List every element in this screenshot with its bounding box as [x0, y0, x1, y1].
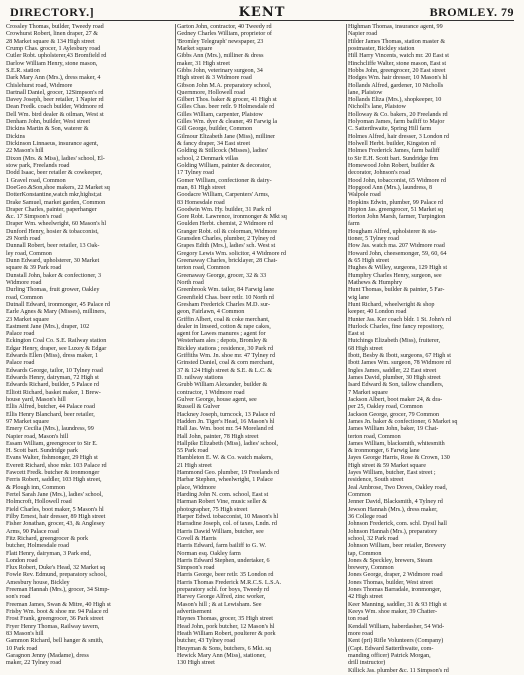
directory-entry-line: Gammon Richard, bell hanger & smith,: [6, 638, 104, 645]
directory-entry-line: Elliott Richard, basket maker, 1 Brew-: [6, 389, 101, 396]
directory-entry-line: Harman Robert Vine, music seller &: [177, 499, 267, 506]
directory-entry-line: Ibott, Besby & Ibott, surgeons, 67 High st: [348, 353, 451, 360]
directory-entry-line: &c. 17 Simpson's road: [6, 214, 62, 221]
directory-entry-line: Jones George, draper, 2 Widmore road: [348, 572, 443, 579]
directory-entry-line: 7 Market square: [348, 389, 388, 396]
directory-entry-line: Market square: [177, 45, 213, 52]
directory-entry-line: Dark Mary Ann (Mrs.), dress maker, 4: [6, 75, 101, 82]
directory-entry-line: tioner, 5 Tylney road: [348, 236, 400, 243]
directory-entry-line: Freeman James, Swan & Mitre, 40 High st: [6, 601, 111, 608]
directory-entry-line: Jewson Hannah (Mrs.), dress maker,: [348, 506, 438, 513]
directory-entry-line: Hunt Richard, wheelwright & shop: [348, 301, 435, 308]
directory-entry-line: ton road: [348, 616, 369, 623]
directory-entry-line: Westerham ales ; depots, Bromley &: [177, 338, 268, 345]
directory-entry-line: Drake Samuel, market garden, Common: [6, 199, 106, 206]
directory-entry-line: Kendall William, haberdasher, 54 Wid-: [348, 623, 445, 630]
directory-entry-line: Hunter Jas. Ker coach bldr. 1 St. John's rd: [348, 316, 451, 323]
directory-entry-line: Jenner David, Blacksmith, 4 Tylney rd: [348, 499, 443, 506]
directory-entry-line: Harradine Joseph, col. of taxes, Lndn. rd: [177, 521, 277, 528]
directory-entry-line: James William, blacksmith, whitesmith: [348, 440, 445, 447]
directory-entry-line: Hambleton E. W. & Co. watch makers,: [177, 455, 273, 462]
directory-entry-line: Hadden Jn. Tiger's Head, 16 Mason's hl: [177, 418, 275, 425]
directory-entry-line: brewery, Common: [348, 565, 394, 572]
directory-entry-line: Holloway & Co. bakers, 20 Freelands rd: [348, 111, 448, 118]
directory-entry-line: Harris Edward, farm bailiff to G. W.: [177, 543, 267, 550]
directory-entry-line: Earle Agnes & Mary (Misses), milliners,: [6, 309, 107, 316]
directory-entry-line: Keer Manning, saddler, 31 & 93 High st: [348, 601, 447, 608]
directory-entry-line: Norman esq. Oakley farm: [177, 550, 241, 557]
directory-entry-line: Hughes & Willey, surgeons, 129 High st: [348, 265, 448, 272]
directory-entry-line: Arms, 90 Palace road: [6, 528, 59, 535]
header-town-page-number: BROMLEY. 79: [429, 5, 514, 19]
directory-entry-line: geon, Fairlawn, 4 Common: [177, 309, 245, 316]
directory-entry-line: Bickley stations ; residence, 30 Park rd: [177, 345, 274, 352]
directory-entry-line: Cutler Robt. upholsterer,43 Bromfield rd: [6, 53, 107, 60]
directory-entry-line: Harding John N. com. school, East st: [177, 492, 269, 498]
directory-entry-line: How Jas. watch ma. 207 Widmore road: [348, 243, 445, 250]
directory-entry-line: Homewood John Robert, builder &: [348, 162, 435, 169]
directory-entry-line: 130 High street: [177, 660, 215, 667]
directory-entry-line: road, Common: [6, 294, 43, 301]
directory-entry-line: Crump Chas. grocer, 1 Aylesbury road: [6, 45, 101, 52]
directory-entry-line: Hobbs John, greengrocer, 20 East street: [348, 67, 446, 74]
directory-entry-line: 68 High street: [348, 345, 383, 352]
directory-entry-line: 'Bromley Telegraph' newspaper, 23: [177, 38, 264, 45]
directory-entry-line: Palace road: [6, 360, 35, 367]
directory-entry-line: butcher, 43 Tylney road: [177, 638, 236, 645]
directory-entry-line: Palace road: [6, 331, 35, 338]
directory-entry-line: Jeal Ambrose, Two Doves, Oakley road,: [348, 484, 448, 491]
directory-entry-line: keeper, 40 London road: [348, 309, 407, 316]
directory-entry-line: Everett Richard, shoe mkr. 103 Palace rd: [6, 462, 107, 469]
directory-entry-line: Edwards George, tailor, 10 Tylney road: [6, 367, 103, 374]
directory-entry-line: Hallpike Elizabeth (Miss), ladies' school,: [177, 440, 279, 447]
directory-entry-line: Greenaway Charles, bricklayer, 28 Chat-: [177, 258, 278, 264]
directory-entry-line: farm: [348, 221, 360, 228]
directory-entry-line: Evans Walter, fishmonger, 29 High st: [6, 455, 98, 462]
directory-entry-line: place, Widmore: [177, 484, 216, 491]
directory-entry-line: 21 High street: [177, 462, 212, 469]
directory-entry-line: Hinchcliffe Walter, stone mason, East st: [348, 60, 447, 67]
directory-entry-line: Hammond Geo. plumber, 19 Freelands rd: [177, 470, 280, 477]
directory-entry-line: Goodwin Wm. Hy. builder, 31 Park rd: [177, 206, 271, 213]
directory-entry-line: Grubb William Alexander, builder &: [177, 382, 268, 389]
directory-entry-line: Denham John, builder, West street: [6, 119, 91, 126]
directory-entry-line: 17 Tylney road: [177, 170, 214, 177]
directory-entry-line: Jones Thomas Barradale, ironmonger,: [348, 587, 442, 594]
directory-entry-line: terton road, Common: [177, 265, 230, 272]
directory-entry-line: 37 & 124 High street & S.E. & L.C. &: [177, 367, 273, 374]
directory-entry-line: Amesbury house, Bickley: [6, 579, 70, 586]
directory-entry-line: school, 32 Park road: [348, 535, 399, 542]
directory-entry-line: Gulver George, house agent, see: [177, 396, 257, 403]
directory-entry-line: to Sir E.H. Scott bart. Sundridge frm: [348, 155, 439, 162]
directory-entry-line: Ingles James, saddler, 22 East street: [348, 367, 437, 374]
directory-entry-line: Humphry Charles Henry, surgeon, see: [348, 272, 442, 279]
directory-entry-line: James William John, baker, 19 Chat-: [348, 426, 439, 433]
directory-entry-line: Gilbert Thos. baker & grocer, 41 High st: [177, 97, 277, 104]
directory-entry-line: maker, 31 High street: [177, 60, 230, 67]
directory-entry-line: Garton John, contractor, 40 Tweedy rd: [177, 24, 272, 30]
directory-entry-line: Frost Frank, greengrocer, 36 Park street: [6, 616, 104, 623]
directory-entry-line: Field Charles, boot maker, 5 Mason's hl: [6, 506, 104, 513]
directory-entry-line: Dunstall John, baker & confectioner, 3: [6, 272, 102, 279]
directory-entry-line: Greenfield Chas. beer retlr. 10 North rd: [177, 294, 274, 301]
directory-entry-line: & fancy draper, 34 East street: [177, 141, 251, 147]
directory-entry-line: 22 Mason's hill: [6, 148, 44, 155]
directory-entry-line: Mathews & Humphry: [348, 279, 402, 286]
directory-entry-line: James Jn. baker & confectioner, 6 Market sq: [348, 418, 458, 425]
directory-entry-line: D. railway stations: [177, 375, 224, 381]
directory-entry-line: 28 Market square & 134 High street: [6, 38, 95, 45]
directory-entry-line: Goodacre William, Carpenters' Arms,: [177, 192, 270, 199]
directory-entry-line: Granger Robt. oil & colorman, Widmore: [177, 228, 278, 235]
directory-entry-line: DotterKonstantine,watch mkr,highst;at: [6, 192, 102, 199]
column-divider: [346, 24, 347, 652]
directory-entry-line: Hollands Alfred, gardener, 10 Nicholls: [348, 82, 444, 89]
directory-entry-line: Chislehurst road, Widmore: [6, 82, 73, 89]
directory-entry-line: Gregory Lewis Wm. solicitor, 4 Widmore rd: [177, 250, 287, 257]
directory-entry-line: & ironmonger, 6 Farwig lane: [348, 448, 420, 455]
directory-entry-line: Keeys Wm. shoe maker, 39 Chatter-: [348, 609, 438, 615]
directory-entry-line: Dickinson Linnaeus, insurance agent,: [6, 141, 99, 147]
directory-entry-line: Edwards Ellen (Miss), dress maker, 1: [6, 353, 99, 360]
directory-entry-line: Head John, pork butcher, 12 Mason's hl: [177, 623, 275, 630]
directory-entry-line: Hunt Thomas, builder & painter, 5 Far-: [348, 287, 445, 294]
directory-entry-line: Dunford Henry, hosier & tobacconist,: [6, 228, 99, 235]
directory-entry-line: Holmes Frederick James, farm bailiff: [348, 148, 440, 155]
directory-entry-line: Highman Thomas, insurance agent, 99: [348, 24, 443, 30]
directory-entry-line: Covell & Harris: [177, 535, 217, 542]
directory-entry-line: Holmcroft, Hollowell road: [6, 499, 72, 506]
directory-entry-line: Gilmour Elizabeth Jane (Miss), milliner: [177, 133, 276, 140]
directory-entry-line: 23 Market square: [6, 316, 49, 323]
directory-entry-line: Flux Robert, Duke's Head, 32 Market sq: [6, 565, 106, 572]
directory-entry-line: Griffiths Wm. Jn. shoe mr. 47 Tylney rd: [177, 353, 276, 360]
directory-entry-line: Ibott James Wm. surgeon, 78 Widmore rd: [348, 360, 451, 367]
directory-entry-line: stow park, Freelands road: [6, 162, 70, 169]
directory-entry-line: Hopgood Ann (Mrs.), laundress, 8: [348, 184, 433, 191]
directory-entry-line: Haynes Thomas, grocer, 35 High street: [177, 616, 273, 623]
directory-entry-line: Dean Fredk. coach builder, Widmore rd: [6, 104, 104, 111]
directory-entry-line: Gill George, builder, Common: [177, 126, 253, 133]
directory-entry-line: Fisher Jonathan, grocer, 43, & Anglesey: [6, 521, 105, 528]
directory-entry-line: Gedney Charles William, proprietor of: [177, 31, 272, 38]
directory-columns: [6, 24, 518, 674]
directory-entry-line: dealer in linseed, cotton & rape cakes,: [177, 323, 271, 330]
directory-entry-line: Russell & Gulver: [177, 404, 220, 411]
directory-entry-line: terton road, Common: [348, 433, 401, 440]
directory-entry-line: Harris Thomas Frederick M.R.C.S. L.S.A.: [177, 579, 282, 586]
directory-entry-line: Fryer Henry Thomas, Railway tavern,: [6, 623, 100, 630]
directory-entry-line: Filby Ernest, hair dresser, 89 High street: [6, 513, 106, 520]
directory-entry-line: Harris Edward Stephen, undertaker, 6: [177, 557, 270, 564]
directory-entry-line: square & 39 Park road: [6, 265, 62, 272]
directory-entry-line: Gilles William, carpenter, Plaistow: [177, 111, 263, 118]
directory-entry-line: Jackson Albert, boot maker 24, & dra-: [348, 396, 443, 403]
directory-entry-line: Napier road, Mason's hill: [6, 433, 69, 440]
directory-entry-line: Common: [348, 492, 371, 498]
directory-entry-line: Hood John, tobacconist, 65 Widmore rd: [348, 177, 447, 184]
directory-entry-line: Holmes Alfred, hair dresser, 3 London rd: [348, 133, 450, 140]
directory-entry-line: Johnson Frederick, com. schl. Dysil hall: [348, 521, 447, 528]
directory-entry-line: Gibbs John, veterinary surgeon, 34: [177, 67, 263, 74]
directory-entry-line: ley road, Common: [6, 250, 52, 257]
directory-entry-line: Gresham Frederick Charles M.D. sur-: [177, 301, 270, 308]
directory-entry-line: butcher, Holmesdale road: [6, 543, 70, 550]
directory-entry-line: Harvey George Alfred, zinc worker,: [177, 594, 266, 601]
directory-entry-line: preparatory schl. for boys, Tweedy rd: [177, 587, 270, 594]
directory-entry-line: 10 Park road: [6, 645, 38, 652]
directory-entry-line: Gilles Wm. dyer & cleaner, 49 Farwig la: [177, 119, 278, 126]
directory-entry-line: North road: [177, 279, 204, 286]
header-county-title: KENT: [238, 5, 286, 20]
directory-entry-line: H. Scott bart. Sundridge park: [6, 448, 78, 455]
directory-entry-line: manding officer) Patrick Morgan,: [348, 652, 431, 659]
directory-entry-line: London road: [6, 557, 38, 564]
directory-entry-line: Jayes George Harris, Rose & Crown, 130: [348, 455, 450, 462]
directory-entry-line: Quernmore, Hollowell road: [177, 89, 246, 96]
directory-entry-line: Hewick Mary Ann (Miss), stationer,: [177, 652, 266, 659]
directory-entry-line: 36 College road: [348, 513, 388, 520]
directory-entry-line: Hopton Jas. greengrocer, 51 Market sq: [348, 206, 444, 213]
directory-entry-line: Fowle Rev. Edmund, preparatory school,: [6, 572, 107, 579]
directory-entry-line: Edwards Henry, dairyman, 72 High st: [6, 375, 99, 381]
directory-entry-line: Harper Edwd. tobacconist, 10 Mason's hl: [177, 513, 279, 520]
directory-entry-line: wig lane: [348, 294, 369, 301]
directory-entry-line: Harbar Stephen, wheelwright, 1 Palace: [177, 477, 273, 484]
header-rule: [10, 20, 514, 21]
directory-entry-line: photographer, 75 High street: [177, 506, 248, 513]
directory-entry-line: East st: [348, 331, 365, 338]
directory-entry-line: Gore Robt. Lawrence, ironmonger & Mkt sq: [177, 214, 287, 221]
directory-entry-line: 83 Homesdale road: [177, 199, 225, 206]
directory-entry-line: Darlow William Henry, stone mason,: [6, 60, 98, 67]
directory-entry-line: Dodd Isaac, beer retailer & cowkeeper,: [6, 170, 103, 177]
directory-entry-line: drill instructor): [348, 660, 386, 667]
directory-entry-line: DoeGeo.&Son,shoe makers, 22 Market sq: [6, 184, 110, 191]
column-divider: [175, 24, 176, 652]
directory-entry-line: Walpole road: [348, 192, 381, 199]
directory-entry-line: Gibson John M.A. preparatory school,: [177, 82, 272, 89]
directory-entry-line: Howard John, cheesemonger, 59, 60, 64: [348, 250, 447, 257]
directory-entry-line: per 25, Oakley road, Common: [348, 404, 423, 411]
directory-entry-line: Hodges Wm. hair dresser, 10 Mason's hl: [348, 75, 448, 82]
directory-entry-line: Hall John, painter, 78 High street: [177, 433, 259, 440]
directory-entry-line: Ferris Robert, saddler, 103 High street,: [6, 477, 102, 484]
directory-entry-line: Fawcett Fredk. butcher & ironmonger: [6, 470, 100, 477]
directory-entry-line: decorator, Johnson's road: [348, 170, 411, 177]
directory-entry-line: lane, Plaistow: [348, 89, 383, 96]
directory-entry-line: Eastment Jane (Mrs.), draper, 102: [6, 323, 90, 330]
directory-entry-line: Grapes Edith (Mrs.), ladies' sch. West st: [177, 243, 276, 250]
directory-entry-line: Greenaway George, grocer, 32 & 33: [177, 272, 267, 279]
directory-entry-line: S.E.R. station: [6, 67, 40, 74]
directory-entry-line: Golding William, painter & decorator,: [177, 162, 271, 169]
directory-entry-line: Hackney Joseph, turncock, 13 Palace rd: [177, 411, 276, 418]
directory-entry-line: 55 Park road: [177, 448, 209, 455]
directory-entry-line: Grinsted Daniel, coal & corn merchant,: [177, 360, 275, 367]
directory-entry-line: Gransden Charles, plumber, 2 Tylney rd: [177, 236, 276, 243]
directory-entry-line: 97 Market square: [6, 418, 49, 425]
directory-entry-line: Garagnon Jenny (Madame), dress: [6, 652, 89, 659]
directory-entry-line: Napier road: [348, 31, 378, 38]
directory-entry-line: Johnson Hannah (Mrs.), preparatory: [348, 528, 438, 535]
directory-entry-line: Hollands Eliza (Mrs.), shopkeeper, 10: [348, 97, 442, 104]
directory-entry-line: Jones Thomas, builder, West street: [348, 579, 433, 586]
directory-entry-line: Dixon (Mrs. & Miss), ladies' school, El-: [6, 155, 105, 162]
directory-entry-line: tap, Common: [348, 550, 382, 557]
column-2: [177, 24, 344, 667]
directory-entry-line: Durling Thomas, fruit grower, Oakley: [6, 287, 100, 294]
directory-entry-line: Gibbs Ann (Mrs.), milliner & dress: [177, 53, 264, 60]
directory-entry-line: Freeman Hannah (Mrs.), grocer, 34 Simp-: [6, 587, 110, 594]
directory-entry-line: Dickins Martin & Son, waterer &: [6, 126, 89, 133]
directory-entry-line: C. Satterthwaite, Spring Hill farm: [348, 126, 432, 133]
directory-entry-line: 1 Gravel road, Common: [6, 177, 66, 184]
directory-entry-line: High street & 59 Market square: [348, 462, 426, 469]
directory-entry-line: Hill Harry Vincents, watch mr. 20 East st: [348, 53, 449, 60]
directory-entry-line: Flatt Henry, dairyman, 3 Park end,: [6, 550, 91, 557]
directory-entry-line: Widmore road: [6, 279, 42, 286]
directory-entry-line: agent for Lawes manures ; agent for: [177, 331, 266, 338]
directory-entry-line: Eckington Coal Co. S.E. Railway station: [6, 338, 107, 345]
directory-entry-line: Nicholl's lane, Plaistow: [348, 104, 406, 111]
directory-entry-line: Killick Jas. plumber &c. 11 Simpson's rd: [348, 667, 449, 674]
directory-entry-line: Draper Charles, painter, paperhanger: [6, 206, 97, 213]
directory-entry-line: Edwards Richard, builder, 5 Palace rd: [6, 382, 100, 389]
directory-entry-line: Edgar Henry, draper, see Luxey & Edgar: [6, 345, 107, 352]
directory-entry-line: Jayes William, butcher, East street ;: [348, 470, 436, 477]
directory-entry-line: Dartnall Daniel, grocer, 12Simpson's rd: [6, 89, 104, 96]
directory-entry-line: Isard Edward & Son, tallow chandlers,: [348, 382, 444, 389]
directory-entry-line: Jackson George, grocer, 79 Common: [348, 411, 440, 418]
directory-entry-line: 29 North road: [6, 236, 41, 243]
directory-entry-line: Draper Wm. wheelwright, 60 Mason's hl: [6, 221, 107, 228]
directory-entry-line: Dunnall Robert, beer retailer, 13 Oak-: [6, 243, 100, 250]
column-3: [348, 24, 515, 674]
directory-entry-line: Greenbrook Wm. tailor, 84 Farwig lane: [177, 287, 275, 294]
directory-entry-line: Harris George, beer retlr. 35 London rd: [177, 572, 274, 579]
directory-entry-line: postmaster, Bickley station: [348, 45, 415, 52]
directory-entry-line: Dell Wm. bird dealer & oilman, West st: [6, 111, 104, 118]
header-section-label: DIRECTORY.]: [10, 5, 95, 19]
directory-entry-line: & Plough inn, Common: [6, 484, 66, 491]
column-1: [6, 24, 173, 667]
directory-entry-line: Heuyman & Sons, butchers, 6 Mkt. sq: [177, 645, 271, 652]
directory-entry-line: Hutchings Elizabeth (Miss), fruiterer,: [348, 338, 441, 345]
directory-entry-line: Holwell Herbt. builder, Kingston rd: [348, 141, 436, 147]
directory-entry-line: Hougham Alfred, upholsterer & sta-: [348, 228, 437, 235]
directory-entry-line: school, 2 Denmark villas: [177, 155, 239, 162]
directory-entry-line: Davey Joseph, beer retailer, 1 Napier rd: [6, 97, 104, 104]
directory-entry-line: Ellis Alfred, butcher, 44 Palace road: [6, 404, 95, 411]
directory-entry-line: Jones & Speckley, brewers, Steam: [348, 557, 433, 564]
directory-entry-line: residence, South street: [348, 477, 404, 484]
directory-entry-line: more road: [348, 630, 374, 637]
directory-entry-line: Hilder James Thomas, station master &: [348, 38, 446, 45]
directory-entry-line: James David, plumber, 30 High street: [348, 375, 441, 381]
directory-entry-line: Fitz Richard, greengrocer & pork: [6, 535, 89, 542]
directory-entry-line: Ellis Henry Blanchard, beer retailer,: [6, 411, 95, 418]
directory-entry-line: Crossley Thomas, builder, Tweedy road: [6, 24, 104, 30]
directory-entry-line: advertisement: [177, 609, 212, 615]
directory-entry-line: & 65 High street: [348, 258, 390, 264]
directory-entry-line: Harris Dawid William, butcher, see: [177, 528, 264, 535]
directory-entry-line: Emery Cecilia (Mrs.), laundress, 99: [6, 426, 94, 433]
directory-entry-line: contractor, 1 Widmore road: [177, 389, 245, 396]
directory-entry-line: Dunn Edward, upholsterer, 30 Market: [6, 258, 100, 264]
directory-entry-line: Gilles Chas. beer retlr. 9 Holmesdale rd: [177, 104, 275, 111]
directory-entry-line: Hopkins Edwin, plumber, 99 Palace rd: [348, 199, 444, 206]
directory-entry-line: 42 High street: [348, 594, 383, 601]
directory-entry-line: Gomer William, confectioner & dairy-: [177, 177, 272, 184]
directory-entry-line: 83 Mason's hill: [6, 630, 44, 637]
directory-entry-line: Hall Jas. Wm. boot mr. 54 Moreland rd: [177, 426, 274, 433]
directory-entry-line: Mason's hill ; & at Lewisham. See: [177, 601, 262, 608]
directory-entry-line: Kent (pri) Rifle Volunteers (Company): [348, 638, 444, 645]
directory-entry-line: Dutnall Edward, ironmonger, 45 Palace rd: [6, 301, 110, 308]
directory-entry-line: Golding & Stillcock (Misses), ladies': [177, 148, 268, 155]
directory-entry-line: Johnson William, beer retailer, Brewery: [348, 543, 446, 550]
directory-entry-line: Horton John Marsh, farmer, Turpington: [348, 214, 446, 221]
directory-entry-line: man, 81 High street: [177, 184, 226, 191]
directory-entry-line: Hurlock Charles, fine fancy repository,: [348, 323, 444, 330]
directory-entry-line: Fertel Sarah Jane (Mrs.), ladies' school,: [6, 492, 103, 498]
directory-entry-line: Essam William, greengrocer to Sir E.: [6, 440, 98, 447]
directory-entry-line: son's road: [6, 594, 31, 601]
directory-entry-line: Heath William Robert, poulterer & pork: [177, 630, 276, 637]
directory-entry-line: house yard, Mason's hill: [6, 396, 66, 403]
directory-entry-line: maker, 22 Tylney road: [6, 660, 62, 667]
directory-entry-line: Simpson's road: [177, 565, 215, 572]
directory-entry-line: Goulden Herbt. chemist, 2 Widmore rd: [177, 221, 273, 228]
directory-entry-line: Griffin Albert, coal & coke merchant,: [177, 316, 270, 323]
directory-entry-line: Crowhurst Robert, linen draper, 27 &: [6, 31, 99, 38]
directory-entry-line: (Capt. Edward Satterthwaite, com-: [348, 645, 434, 652]
directory-entry-line: Dickins: [6, 133, 26, 140]
directory-entry-line: Frisby Wm. boot & shoe mr. 94 Palace rd: [6, 609, 109, 615]
directory-entry-line: High street & 3 Widmore road: [177, 75, 252, 82]
directory-entry-line: Holyoman James, farm bailiff to Major: [348, 119, 445, 126]
